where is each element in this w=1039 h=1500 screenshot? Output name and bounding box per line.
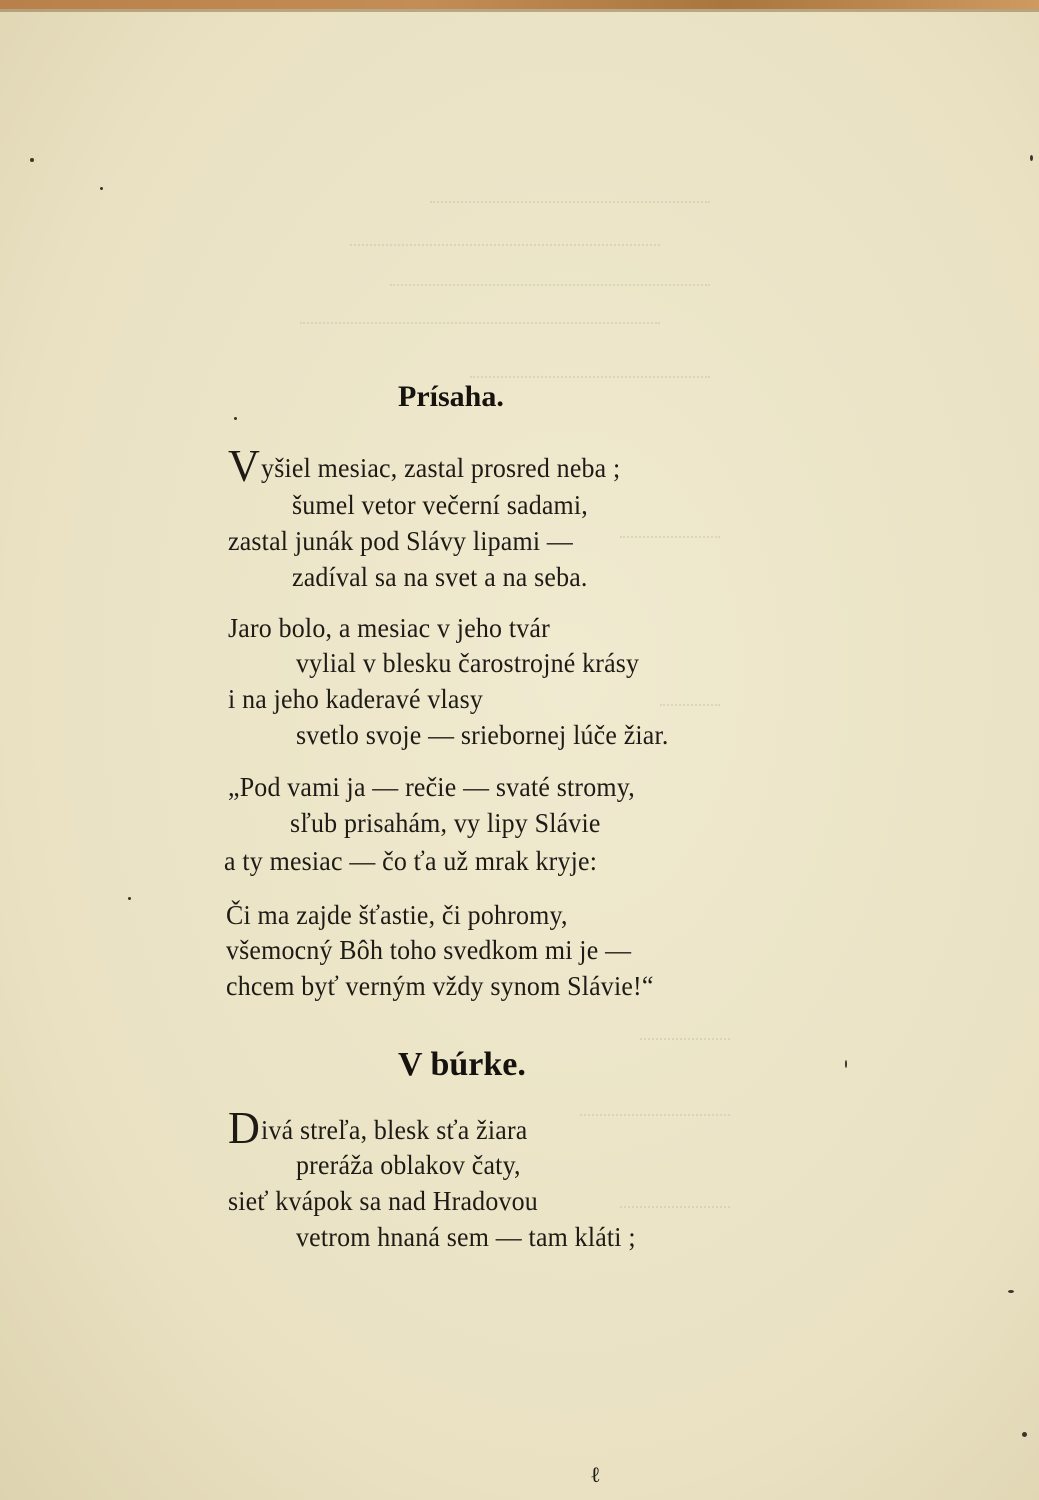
verse-text: yšiel mesiac, zastal prosred neba ; xyxy=(261,453,621,483)
verse-line: zadíval sa na svet a na seba. xyxy=(292,562,588,592)
poem-title-v-burke: V búrke. xyxy=(398,1046,526,1083)
drop-cap: D xyxy=(228,1102,261,1153)
verse-line: vylial v blesku čarostrojné krásy xyxy=(296,648,640,678)
verse-line: zastal junák pod Slávy lipami — xyxy=(228,526,574,556)
verse-line: preráža oblakov čaty, xyxy=(296,1150,521,1180)
verse-line: chcem byť verným vždy synom Slávie!“ xyxy=(226,971,654,1001)
verse-line: Jaro bolo, a mesiac v jeho tvár xyxy=(228,613,550,643)
verse-line: Či ma zajde šťastie, či pohromy, xyxy=(226,900,568,930)
verse-line: šumel vetor večerní sadami, xyxy=(292,490,588,520)
verse-line: sľub prisahám, vy lipy Slávie xyxy=(290,808,601,838)
drop-cap: V xyxy=(228,440,261,491)
poem-title-prisaha: Prísaha. xyxy=(398,380,504,413)
verse-line xyxy=(228,1102,528,1153)
verse-line: i na jeho kaderavé vlasy xyxy=(228,684,484,714)
verse-line: „Pod vami ja — rečie — svaté stromy, xyxy=(228,772,635,802)
page-top-edge-shadow xyxy=(0,9,1039,12)
verse-line: a ty mesiac — čo ťa už mrak kryje: xyxy=(224,846,598,876)
verse-line: vetrom hnaná sem — tam kláti ; xyxy=(296,1222,636,1252)
verse-line: svetlo svoje — sriebornej lúče žiar. xyxy=(296,720,669,750)
verse-line xyxy=(228,440,621,491)
verse-line: sieť kvápok sa nad Hradovou xyxy=(228,1186,538,1216)
page-footer-mark: ℓ xyxy=(590,1462,601,1487)
verse-text: ivá streľa, blesk sťa žiara xyxy=(261,1115,528,1145)
verse-line: všemocný Bôh toho svedkom mi je — xyxy=(226,935,632,965)
page-top-edge xyxy=(0,0,1039,9)
